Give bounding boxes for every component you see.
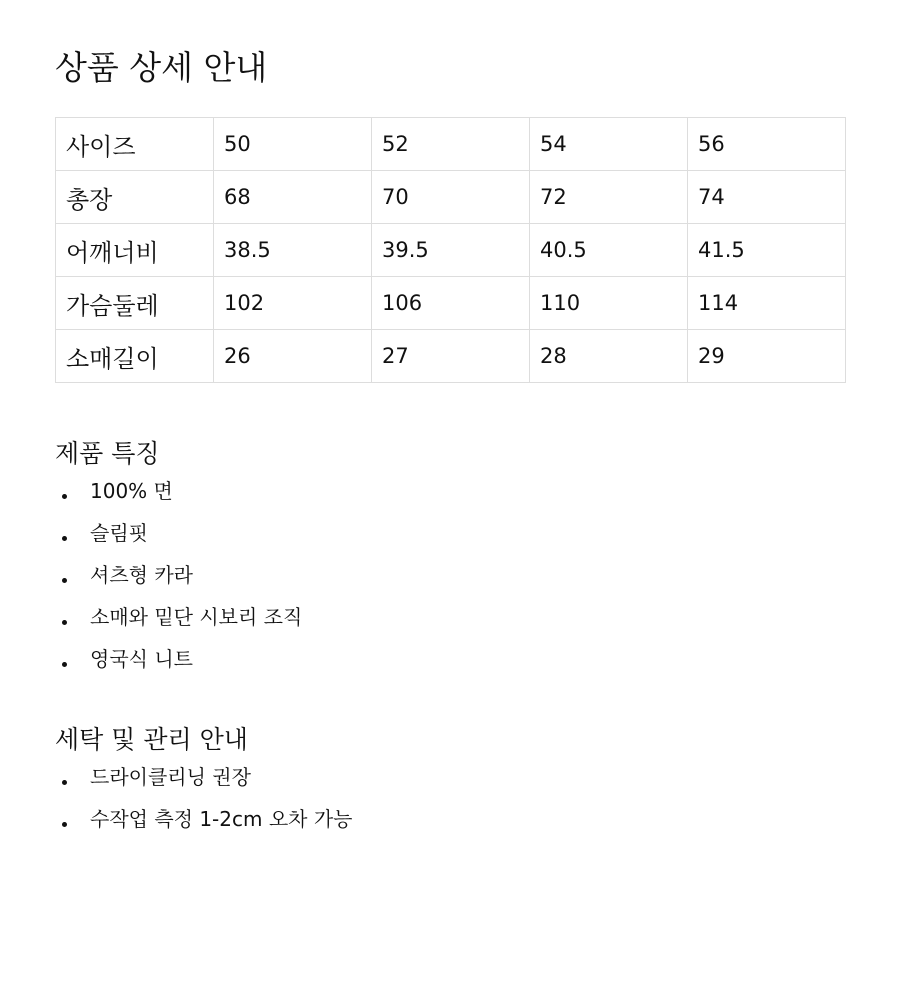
table-cell: 74 xyxy=(688,171,846,224)
table-cell: 26 xyxy=(214,330,372,383)
table-cell: 39.5 xyxy=(372,224,530,277)
table-cell: 114 xyxy=(688,277,846,330)
bullet-icon xyxy=(62,780,67,785)
table-cell: 68 xyxy=(214,171,372,224)
bullet-icon xyxy=(62,536,67,541)
care-list xyxy=(55,756,846,840)
list-item xyxy=(55,512,846,554)
table-cell: 106 xyxy=(372,277,530,330)
row-label: 사이즈 xyxy=(56,118,214,171)
table-cell: 29 xyxy=(688,330,846,383)
table-row xyxy=(56,330,846,383)
table-cell: 56 xyxy=(688,118,846,171)
row-label: 총장 xyxy=(56,171,214,224)
list-item xyxy=(55,470,846,512)
list-item xyxy=(55,798,846,840)
list-item-text: 영국식 니트 xyxy=(90,647,193,671)
bullet-icon xyxy=(62,578,67,583)
features-section xyxy=(55,436,846,680)
row-label: 어깨너비 xyxy=(56,224,214,277)
row-label: 가슴둘레 xyxy=(56,277,214,330)
table-cell: 102 xyxy=(214,277,372,330)
features-title: 제품 특징 xyxy=(55,439,160,468)
list-item xyxy=(55,638,846,680)
table-cell: 54 xyxy=(530,118,688,171)
list-item-text: 셔츠형 카라 xyxy=(90,563,193,587)
bullet-icon xyxy=(62,822,67,827)
list-item xyxy=(55,596,846,638)
list-item-text: 수작업 측정 1-2cm 오차 가능 xyxy=(90,807,353,831)
care-section xyxy=(55,722,846,840)
table-row xyxy=(56,171,846,224)
table-cell: 28 xyxy=(530,330,688,383)
page-title: 상품 상세 안내 xyxy=(55,48,268,87)
table-row xyxy=(56,118,846,171)
bullet-icon xyxy=(62,494,67,499)
list-item xyxy=(55,554,846,596)
table-cell: 40.5 xyxy=(530,224,688,277)
row-label: 소매길이 xyxy=(56,330,214,383)
list-item-text: 100% 면 xyxy=(90,479,173,503)
table-row xyxy=(56,224,846,277)
table-cell: 50 xyxy=(214,118,372,171)
list-item-text: 소매와 밑단 시보리 조직 xyxy=(90,605,303,629)
bullet-icon xyxy=(62,662,67,667)
features-list xyxy=(55,470,846,680)
list-item-text: 드라이클리닝 권장 xyxy=(90,765,251,789)
table-cell: 72 xyxy=(530,171,688,224)
bullet-icon xyxy=(62,620,67,625)
table-cell: 41.5 xyxy=(688,224,846,277)
list-item-text: 슬림핏 xyxy=(90,521,148,545)
size-table xyxy=(55,117,846,383)
table-cell: 38.5 xyxy=(214,224,372,277)
table-cell: 70 xyxy=(372,171,530,224)
table-cell: 110 xyxy=(530,277,688,330)
table-row xyxy=(56,277,846,330)
care-title: 세탁 및 관리 안내 xyxy=(55,725,248,754)
table-cell: 27 xyxy=(372,330,530,383)
list-item xyxy=(55,756,846,798)
table-cell: 52 xyxy=(372,118,530,171)
